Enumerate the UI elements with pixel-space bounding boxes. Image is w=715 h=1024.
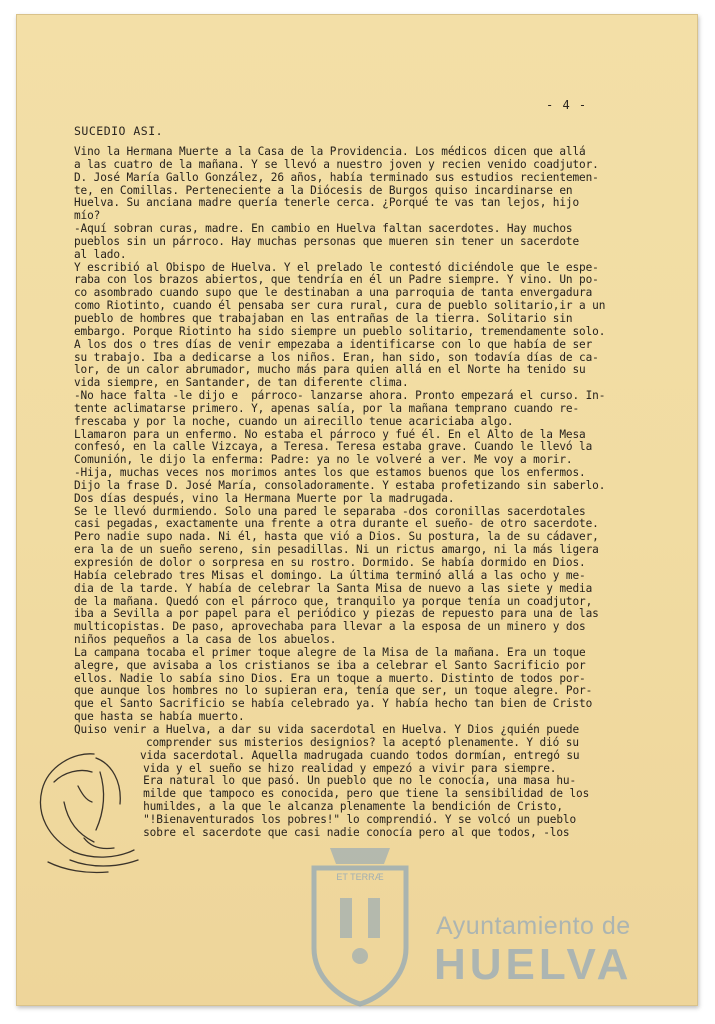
text-line: multicopistas. De paso, aprovechaba para llevar a la esposa de un minero y dos	[74, 620, 586, 634]
text-line: era la de un sueño sereno, sin pesadillas. Ni un rictus amargo, ni la más ligera	[74, 543, 599, 557]
text-line: vida siempre, en Santander, de tan diferente clima.	[74, 376, 409, 390]
text-line: confesó, en la calle Vizcaya, a Teresa. Teresa estaba grave. Cuando le llevó la	[74, 440, 593, 454]
text-line: casi pegadas, exactamente una frente a otra durante el sueño- de otro sacerdote.	[74, 517, 599, 531]
watermark-line1: Ayuntamiento de	[436, 912, 631, 940]
text-line: alegre, que avisaba a los cristianos se iba a celebrar el Santo Sacrificio por	[74, 658, 586, 672]
text-line: -No hace falta -le dijo e párroco- lanzarse ahora. Pronto empezará el curso. In-	[74, 389, 606, 403]
text-line: tente aclimatarse primero. Y, apenas salía, por la mañana temprano cuando re-	[74, 401, 580, 415]
text-line: te, en Comillas. Perteneciente a la Diócesis de Burgos quiso incardinarse en	[74, 183, 573, 197]
text-line: raba con los brazos abiertos, que tendría en él un Padre siempre. Y vino. Un po-	[74, 273, 599, 287]
text-line: pueblo de hombres que trabajaban en las entrañas de la tierra. Solitario sin	[74, 311, 573, 325]
text-line: Huelva. Su anciana madre quería tenerle cerca. ¿Porqué te vas tan lejos, hijo	[74, 196, 580, 210]
text-line: La campana tocaba el primer toque alegre de la Misa de la mañana. Era un toque	[74, 645, 586, 659]
text-line: mío?	[74, 209, 101, 223]
text-line: expresión de dolor o sorpresa en su rostro. Dormido. Se había dormido en Dios.	[74, 556, 586, 569]
text-line: Llamaron para un enfermo. No estaba el párroco y fué él. En el Alto de la Mesa	[74, 427, 586, 441]
text-line: que aunque los hombres no lo supieran era, tenía que ser, un toque alegre. Por-	[74, 684, 593, 698]
text-line: embargo. Porque Riotinto ha sido siempre un pueblo solitario, tremendamente solo.	[74, 324, 606, 338]
text-line: dia de la tarde. Y había de celebrar la Santa Misa de nuevo a las siete y media	[74, 581, 593, 595]
text-line: Se le llevó durmiendo. Solo una pared le separaba -dos coronillas sacerdotales	[74, 504, 586, 518]
text-line: a las cuatro de la mañana. Y se llevó a nuestro joven y recien venido coadjutor.	[74, 157, 599, 171]
text-line: Dijo la frase D. José María, consoladoramente. Y estaba profetizando sin saberlo.	[74, 478, 606, 492]
text-line: lor, de un calor abrumador, mucho más para quien allá en el Norte ha tenido su	[74, 363, 586, 377]
text-line: que el Santo Sacrificio se había celebrado ya. Y había hecho tan bien de Cristo	[74, 697, 593, 711]
text-line: humildes, a la que le alcanza plenamente la bendición de Cristo,	[130, 800, 563, 814]
watermark-line2: HUELVA	[434, 940, 633, 989]
text-line: al lado.	[74, 247, 127, 261]
text-line: su trabajo. Iba a dedicarse a los niños. Eran, han sido, son todavía días de ca-	[74, 350, 599, 364]
text-line: niños pequeños a la casa de los abuelos.	[74, 633, 337, 647]
text-line: que hasta se había muerto.	[74, 710, 245, 724]
text-line: ellos. Nadie lo sabía sino Dios. Era un toque a muerto. Distinto de todos por-	[74, 671, 586, 685]
text-line: comprender sus misterios designios? la aceptó plenamente. Y dió su	[146, 735, 579, 749]
coat-of-arms-watermark	[300, 838, 420, 1008]
text-line: Vino la Hermana Muerte a la Casa de la Providencia. Los médicos dicen que allá	[74, 145, 586, 158]
text-line: vida sacerdotal. Aquella madrugada cuando todos dormían, entregó su	[140, 748, 580, 762]
text-line: Comunión, le dijo la enferma: Padre: ya no le volveré a ver. Me voy a morir.	[74, 453, 573, 467]
text-line: A los dos o tres días de venir empezaba a identificarse con lo que había de ser	[74, 337, 593, 351]
text-line: Quiso venir a Huelva, a dar su vida sacerdotal en Huelva. Y Dios ¿quién puede	[74, 722, 580, 736]
text-line: Era natural lo que pasó. Un pueblo que no le conocía, una masa hu-	[130, 774, 577, 788]
text-line: -Hija, muchas veces nos morimos antes los que estamos buenos que los enfermos.	[74, 466, 586, 480]
text-line: vida y el sueño se hizo realidad y empezó a vivir para siempre.	[130, 761, 557, 775]
text-line: sobre el sacerdote que casi nadie conocía pero al que todos, -los	[130, 825, 570, 839]
text-line: co asombrado cuando supo que le destinaban a una parroquia de tanta envergadura	[74, 286, 593, 300]
sketch-drawing	[34, 742, 144, 882]
text-line: frescaba y por la noche, cuando un airecillo tenue acariciaba algo.	[74, 414, 514, 428]
text-line: Pero nadie supo nada. Ni él, hasta que vió a Dios. Su postura, la de su cádaver,	[74, 530, 599, 544]
text-line: Había celebrado tres Misas el domingo. La última terminó allá a las ocho y me-	[74, 568, 586, 582]
page-number: - 4 -	[546, 98, 588, 112]
svg-text:ET TERRÆ: ET TERRÆ	[336, 872, 384, 882]
document-body	[0, 146, 715, 840]
text-line: Dos días después, vino la Hermana Muerte por la madrugada.	[74, 491, 455, 505]
text-line: como Riotinto, cuando él pensaba ser cura rural, cura de pueblo solitario,ir a un	[74, 299, 606, 313]
text-line: iba a Sevilla a por papel para el periódico y piezas de repuesto para una de las	[74, 607, 599, 621]
document-heading: SUCEDIO ASI.	[74, 124, 164, 138]
text-line: milde que tampoco es conocida, pero que tiene la sensibilidad de los	[130, 787, 590, 801]
text-line: Y escribió al Obispo de Huelva. Y el prelado le contestó diciéndole que le espe-	[74, 260, 599, 274]
text-line: -Aquí sobran curas, madre. En cambio en Huelva faltan sacerdotes. Hay muchos	[74, 222, 573, 236]
text-line: de la mañana. Quedó con el párroco que, tranquilo ya porque tenía un coadjutor,	[74, 594, 593, 608]
text-line: "!Bienaventurados los pobres!" lo comprendió. Y se volcó un pueblo	[130, 812, 577, 826]
text-line: D. José María Gallo González, 26 años, había terminado sus estudios recientemen-	[74, 170, 599, 184]
text-line: pueblos sin un párroco. Hay muchas personas que mueren sin tener un sacerdote	[74, 234, 580, 248]
